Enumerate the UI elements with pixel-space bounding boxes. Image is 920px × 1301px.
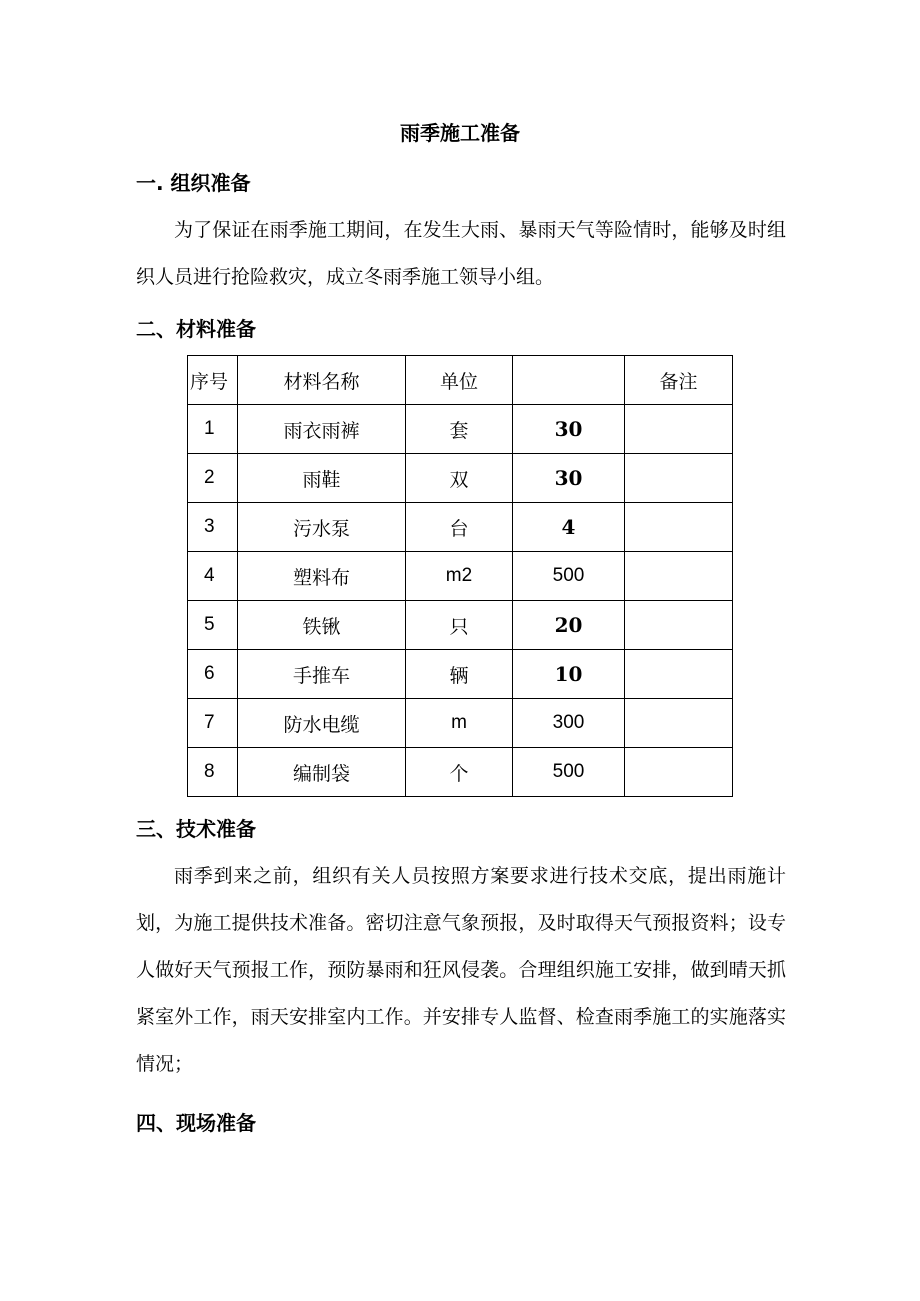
- cell-unit: m2: [406, 552, 513, 601]
- cell-name: 塑料布: [238, 552, 406, 601]
- cell-qty: 20: [513, 601, 625, 650]
- section-heading-organization: 一. 组织准备: [136, 171, 251, 195]
- cell-note: [625, 454, 733, 503]
- cell-no: 2: [188, 454, 238, 503]
- cell-qty: 10: [513, 650, 625, 699]
- header-cell-name: 材料名称: [238, 356, 406, 405]
- cell-note: [625, 552, 733, 601]
- cell-qty: 4: [513, 503, 625, 552]
- cell-no: 1: [188, 405, 238, 454]
- section-heading-materials: 二、材料准备: [136, 317, 256, 341]
- section-heading-site: 四、现场准备: [136, 1111, 256, 1135]
- cell-name: 编制袋: [238, 748, 406, 797]
- cell-note: [625, 405, 733, 454]
- table-row: [188, 503, 733, 552]
- cell-no: 7: [188, 699, 238, 748]
- cell-name: 雨鞋: [238, 454, 406, 503]
- header-cell-no: 序号: [188, 356, 238, 405]
- cell-no: 4: [188, 552, 238, 601]
- section-paragraph-technical: 雨季到来之前，组织有关人员按照方案要求进行技术交底，提出雨施计划，为施工提供技术准备。密切注意气象预报，及时取得天气预报资料；设专人做好天气预报工作，预防暴雨和狂风侵袭。合理组织施工安排，做到晴天抓紧室外工作，雨天安排室内工作。并安排专人监督、检查雨季施工的实施落实情况；: [136, 865, 786, 1075]
- header-cell-unit: 单位: [406, 356, 513, 405]
- cell-name: 手推车: [238, 650, 406, 699]
- cell-unit: 个: [406, 748, 513, 797]
- table-row: [188, 601, 733, 650]
- header-cell-qty: [513, 356, 625, 405]
- cell-note: [625, 601, 733, 650]
- cell-qty: 300: [513, 699, 625, 748]
- cell-no: 8: [188, 748, 238, 797]
- table-row: [188, 650, 733, 699]
- cell-note: [625, 748, 733, 797]
- cell-qty: 500: [513, 552, 625, 601]
- cell-qty: 30: [513, 405, 625, 454]
- table-row: [188, 748, 733, 797]
- header-cell-note: 备注: [625, 356, 733, 405]
- cell-unit: 套: [406, 405, 513, 454]
- cell-no: 3: [188, 503, 238, 552]
- cell-qty: 30: [513, 454, 625, 503]
- materials-table: [187, 355, 733, 797]
- table-row: [188, 454, 733, 503]
- page-title: 雨季施工准备: [400, 121, 520, 145]
- cell-name: 防水电缆: [238, 699, 406, 748]
- cell-name: 雨衣雨裤: [238, 405, 406, 454]
- cell-unit: 只: [406, 601, 513, 650]
- cell-no: 5: [188, 601, 238, 650]
- table-row: [188, 552, 733, 601]
- cell-note: [625, 503, 733, 552]
- cell-unit: 双: [406, 454, 513, 503]
- cell-unit: 辆: [406, 650, 513, 699]
- cell-note: [625, 650, 733, 699]
- table-header-row: [188, 356, 733, 405]
- table-row: [188, 699, 733, 748]
- section-heading-technical: 三、技术准备: [136, 817, 256, 841]
- cell-unit: 台: [406, 503, 513, 552]
- cell-qty: 500: [513, 748, 625, 797]
- cell-name: 铁锹: [238, 601, 406, 650]
- cell-no: 6: [188, 650, 238, 699]
- table-row: [188, 405, 733, 454]
- cell-name: 污水泵: [238, 503, 406, 552]
- section-paragraph-organization: 为了保证在雨季施工期间，在发生大雨、暴雨天气等险情时，能够及时组织人员进行抢险救灾，成立冬雨季施工领导小组。: [136, 219, 786, 288]
- cell-unit: m: [406, 699, 513, 748]
- cell-note: [625, 699, 733, 748]
